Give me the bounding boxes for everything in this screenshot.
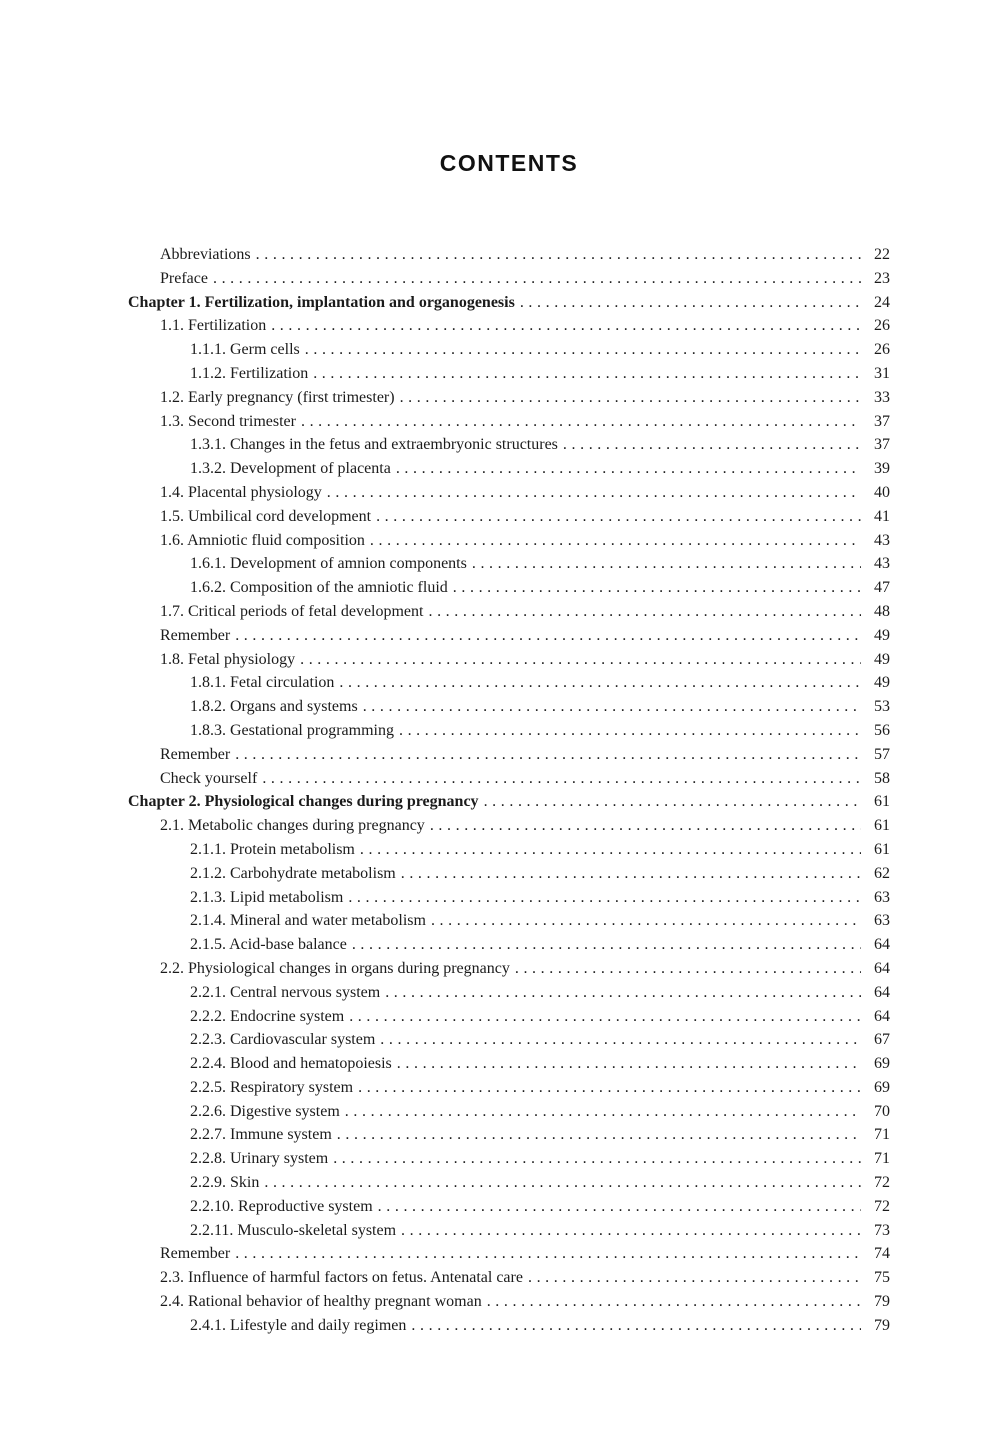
toc-entry-label: 2.2.9. Skin bbox=[190, 1174, 260, 1192]
toc-entry bbox=[128, 719, 890, 743]
toc-entry-label: 1.8.1. Fetal circulation bbox=[190, 674, 335, 692]
toc-entry bbox=[128, 1052, 890, 1076]
dot-leader bbox=[333, 1147, 861, 1171]
toc-entry-page: 23 bbox=[874, 269, 890, 287]
toc-entry bbox=[128, 1195, 890, 1219]
dot-leader bbox=[380, 1028, 861, 1052]
toc-entry bbox=[128, 529, 890, 553]
toc-entry-label: 1.8.2. Organs and systems bbox=[190, 698, 358, 716]
toc-entry-page: 41 bbox=[874, 507, 890, 525]
toc-entry bbox=[128, 743, 890, 767]
toc-entry bbox=[128, 767, 890, 791]
toc-entry-page: 62 bbox=[874, 864, 890, 882]
dot-leader bbox=[345, 1100, 861, 1124]
toc-entry bbox=[128, 838, 890, 862]
toc-entry-label: 2.3. Influence of harmful factors on fetus. Antenatal care bbox=[160, 1269, 523, 1287]
toc-entry-page: 57 bbox=[874, 745, 890, 763]
toc-entry bbox=[128, 1171, 890, 1195]
toc-entry-page: 67 bbox=[874, 1031, 890, 1049]
toc-entry-label: 2.2.11. Musculo-skeletal system bbox=[190, 1221, 397, 1239]
dot-leader bbox=[430, 814, 861, 838]
dot-leader bbox=[264, 1171, 861, 1195]
dot-leader bbox=[472, 552, 861, 576]
toc-entry bbox=[128, 1123, 890, 1147]
toc-entry-page: 71 bbox=[874, 1150, 890, 1168]
dot-leader bbox=[360, 838, 861, 862]
toc-entry-label: 2.1.2. Carbohydrate metabolism bbox=[190, 864, 396, 882]
dot-leader bbox=[520, 291, 861, 315]
toc-entry bbox=[128, 695, 890, 719]
toc-entry bbox=[128, 481, 890, 505]
toc-entry-label: 1.5. Umbilical cord development bbox=[160, 507, 372, 525]
dot-leader bbox=[349, 1005, 861, 1029]
page-title: CONTENTS bbox=[439, 150, 579, 176]
toc-entry-label: Remember bbox=[160, 626, 231, 644]
dot-leader bbox=[313, 362, 861, 386]
toc-entry-label: 1.4. Placental physiology bbox=[160, 483, 322, 501]
toc-entry-page: 72 bbox=[874, 1174, 890, 1192]
toc-entry-label: 1.6.1. Development of amnion components bbox=[190, 555, 467, 573]
dot-leader bbox=[348, 886, 861, 910]
toc-entry-label: Abbreviations bbox=[160, 246, 251, 263]
toc-entry-page: 61 bbox=[874, 840, 890, 858]
toc-entry-page: 37 bbox=[874, 412, 890, 430]
toc-entry-label: 2.4.1. Lifestyle and daily regimen bbox=[190, 1316, 407, 1334]
toc-entry bbox=[128, 1028, 890, 1052]
toc-entry-page: 71 bbox=[874, 1126, 890, 1144]
toc-entry-label: Chapter 2. Physiological changes during pregnancy bbox=[128, 793, 479, 811]
dot-leader bbox=[256, 243, 861, 267]
dot-leader bbox=[453, 576, 861, 600]
dot-leader bbox=[235, 743, 861, 767]
toc-entry-page: 48 bbox=[874, 602, 890, 620]
toc-entry bbox=[128, 505, 890, 529]
toc-entry-page: 64 bbox=[874, 936, 890, 954]
toc-entry-label: 1.7. Critical periods of fetal development bbox=[160, 602, 424, 620]
dot-leader bbox=[401, 862, 861, 886]
toc-entry bbox=[128, 790, 890, 814]
toc-entry-label: 2.4. Rational behavior of healthy pregnant woman bbox=[160, 1293, 482, 1311]
toc-entry-page: 64 bbox=[874, 959, 890, 977]
toc-entry bbox=[128, 1266, 890, 1290]
toc-entry-page: 61 bbox=[874, 817, 890, 835]
toc-entry bbox=[128, 576, 890, 600]
toc-entry-page: 53 bbox=[874, 698, 890, 716]
toc-entry-page: 47 bbox=[874, 579, 890, 597]
dot-leader bbox=[271, 314, 861, 338]
toc-entry bbox=[128, 552, 890, 576]
dot-leader bbox=[300, 648, 861, 672]
toc-entry-page: 58 bbox=[874, 769, 890, 787]
toc-entry-page: 43 bbox=[874, 531, 890, 549]
toc-entry-page: 75 bbox=[874, 1269, 890, 1287]
toc-entry-page: 39 bbox=[874, 460, 890, 478]
toc-entry-page: 63 bbox=[874, 912, 890, 930]
toc-entry-page: 56 bbox=[874, 721, 890, 739]
toc-entry bbox=[128, 671, 890, 695]
toc-entry-label: 2.2.8. Urinary system bbox=[190, 1150, 329, 1168]
toc-entry-page: 37 bbox=[874, 436, 890, 454]
toc-entry-label: 2.2.1. Central nervous system bbox=[190, 983, 381, 1001]
toc-entry bbox=[128, 338, 890, 362]
toc-entry bbox=[128, 267, 890, 291]
dot-leader bbox=[378, 1195, 861, 1219]
toc-entry bbox=[128, 314, 890, 338]
dot-leader bbox=[487, 1290, 861, 1314]
dot-leader bbox=[358, 1076, 861, 1100]
dot-leader bbox=[400, 386, 861, 410]
dot-leader bbox=[484, 790, 861, 814]
dot-leader bbox=[385, 981, 861, 1005]
toc-entry bbox=[128, 243, 890, 267]
toc-list bbox=[128, 243, 890, 1338]
toc-entry bbox=[128, 386, 890, 410]
toc-entry-label: Preface bbox=[160, 269, 208, 287]
toc-entry bbox=[128, 433, 890, 457]
dot-leader bbox=[327, 481, 861, 505]
toc-entry bbox=[128, 933, 890, 957]
toc-entry bbox=[128, 909, 890, 933]
dot-leader bbox=[235, 624, 861, 648]
toc-entry bbox=[128, 1314, 890, 1338]
toc-entry-page: 61 bbox=[874, 793, 890, 811]
dot-leader bbox=[301, 410, 861, 434]
toc-entry-label: 1.3.1. Changes in the fetus and extraembryonic structures bbox=[190, 436, 558, 454]
toc-entry bbox=[128, 362, 890, 386]
toc-entry-page: 64 bbox=[874, 983, 890, 1001]
toc-entry-label: 1.3.2. Development of placenta bbox=[190, 460, 391, 478]
toc-entry-page: 63 bbox=[874, 888, 890, 906]
toc-entry-page: 22 bbox=[874, 246, 890, 263]
dot-leader bbox=[528, 1266, 861, 1290]
toc-entry-page: 79 bbox=[874, 1293, 890, 1311]
toc-entry-page: 26 bbox=[874, 317, 890, 335]
toc-entry-page: 40 bbox=[874, 483, 890, 501]
toc-entry bbox=[128, 981, 890, 1005]
toc-entry-label: 2.2.7. Immune system bbox=[190, 1126, 332, 1144]
toc-entry-label: 2.2. Physiological changes in organs during pregnancy bbox=[160, 959, 510, 977]
toc-entry bbox=[128, 410, 890, 434]
toc-entry-label: Remember bbox=[160, 1245, 231, 1263]
dot-leader bbox=[370, 529, 861, 553]
toc-entry-page: 49 bbox=[874, 674, 890, 692]
dot-leader bbox=[397, 1052, 861, 1076]
toc-entry-page: 64 bbox=[874, 1007, 890, 1025]
dot-leader bbox=[262, 767, 861, 791]
toc-entry-page: 74 bbox=[874, 1245, 890, 1263]
dot-leader bbox=[213, 267, 861, 291]
toc-entry-label: 2.2.5. Respiratory system bbox=[190, 1078, 354, 1096]
toc-entry-page: 69 bbox=[874, 1055, 890, 1073]
toc-entry-label: 2.2.6. Digestive system bbox=[190, 1102, 340, 1120]
dot-leader bbox=[376, 505, 861, 529]
dot-leader bbox=[396, 457, 861, 481]
toc-entry-label: 1.6. Amniotic fluid composition bbox=[160, 531, 365, 549]
toc-entry-label: 1.1.2. Fertilization bbox=[190, 364, 309, 382]
toc-entry-label: 2.2.10. Reproductive system bbox=[190, 1197, 373, 1215]
toc-entry-page: 70 bbox=[874, 1102, 890, 1120]
toc-entry-label: Chapter 1. Fertilization, implantation and organogenesis bbox=[128, 293, 515, 311]
toc-entry-page: 26 bbox=[874, 341, 890, 359]
toc-entry-page: 24 bbox=[874, 293, 890, 311]
toc-entry-label: 1.8. Fetal physiology bbox=[160, 650, 296, 668]
dot-leader bbox=[339, 671, 861, 695]
dot-leader bbox=[337, 1123, 861, 1147]
toc-entry-label: 2.1.5. Acid-base balance bbox=[190, 936, 347, 954]
toc-entry bbox=[128, 1219, 890, 1243]
toc-entry bbox=[128, 1290, 890, 1314]
toc-entry-page: 79 bbox=[874, 1316, 890, 1334]
toc-entry bbox=[128, 1147, 890, 1171]
dot-leader bbox=[401, 1219, 861, 1243]
toc-entry bbox=[128, 862, 890, 886]
dot-leader bbox=[563, 433, 861, 457]
dot-leader bbox=[363, 695, 861, 719]
toc-entry-page: 49 bbox=[874, 650, 890, 668]
toc-entry bbox=[128, 457, 890, 481]
toc-entry-label: 2.2.3. Cardiovascular system bbox=[190, 1031, 376, 1049]
toc-entry-label: 2.1.1. Protein metabolism bbox=[190, 840, 355, 858]
toc-entry-page: 31 bbox=[874, 364, 890, 382]
toc-entry bbox=[128, 291, 890, 315]
toc-entry bbox=[128, 1242, 890, 1266]
toc-entry-page: 72 bbox=[874, 1197, 890, 1215]
dot-leader bbox=[411, 1314, 861, 1338]
toc-entry-label: Remember bbox=[160, 745, 231, 763]
toc-entry-page: 69 bbox=[874, 1078, 890, 1096]
toc-entry bbox=[128, 648, 890, 672]
toc-entry-page: 73 bbox=[874, 1221, 890, 1239]
toc-entry-label: 2.1.3. Lipid metabolism bbox=[190, 888, 344, 906]
toc-entry-label: 1.6.2. Composition of the amniotic fluid bbox=[190, 579, 448, 597]
toc-entry-label: 1.8.3. Gestational programming bbox=[190, 721, 394, 739]
toc-entry bbox=[128, 600, 890, 624]
toc-entry bbox=[128, 1100, 890, 1124]
dot-leader bbox=[235, 1242, 861, 1266]
toc-entry-label: 1.2. Early pregnancy (first trimester) bbox=[160, 388, 395, 406]
toc-entry bbox=[128, 814, 890, 838]
toc-entry-label: 2.2.4. Blood and hematopoiesis bbox=[190, 1055, 392, 1073]
dot-leader bbox=[431, 909, 861, 933]
toc-entry-page: 43 bbox=[874, 555, 890, 573]
toc-entry-page: 49 bbox=[874, 626, 890, 644]
toc-entry bbox=[128, 886, 890, 910]
toc-entry-page: 33 bbox=[874, 388, 890, 406]
toc-entry-label: 1.1. Fertilization bbox=[160, 317, 267, 335]
dot-leader bbox=[515, 957, 861, 981]
toc-entry-label: 1.3. Second trimester bbox=[160, 412, 296, 430]
toc-entry bbox=[128, 1076, 890, 1100]
toc-entry-label: 2.1. Metabolic changes during pregnancy bbox=[160, 817, 425, 835]
dot-leader bbox=[428, 600, 861, 624]
dot-leader bbox=[305, 338, 861, 362]
toc-entry-label: 1.1.1. Germ cells bbox=[190, 341, 300, 359]
toc-entry-label: 2.2.2. Endocrine system bbox=[190, 1007, 345, 1025]
toc-entry bbox=[128, 957, 890, 981]
dot-leader bbox=[399, 719, 861, 743]
toc-entry-label: 2.1.4. Mineral and water metabolism bbox=[190, 912, 426, 930]
dot-leader bbox=[352, 933, 861, 957]
toc-entry bbox=[128, 1005, 890, 1029]
toc-entry bbox=[128, 624, 890, 648]
toc-entry-label: Check yourself bbox=[160, 769, 258, 787]
